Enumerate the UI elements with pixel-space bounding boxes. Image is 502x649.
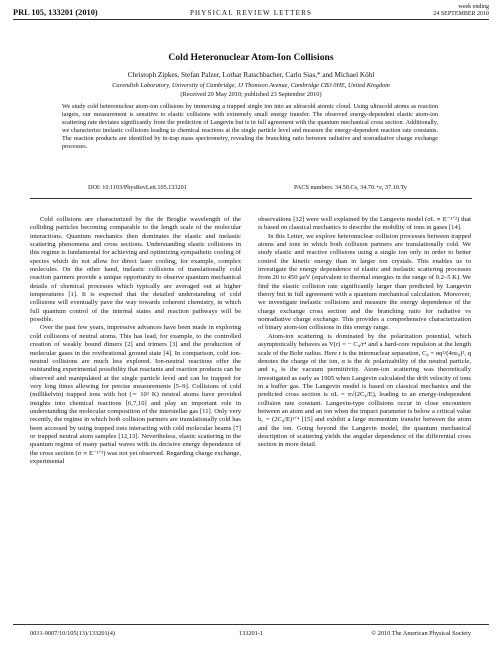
pacs-numbers: PACS numbers: 34.50.Cs, 34.70.+e, 37.10.Ty — [294, 184, 407, 191]
body-paragraph: Atom-ion scattering is dominated by the polarization potential, which asymptotically behaves as V(r) = − C₄/r⁴ and a hard-core repulsion at the length scale of the Bohr radius. Here r is the internuclear separation, C₄ = αq²/(4πε₀)², q denotes the charge of the ion, α is the dc polarizability of the neutral particle, and ε₀ is the vacuum permittivity. Atom-ion scattering was theoretically investigated as early as 1905 when Langevin calculated the drift velocity of ions in a buffer gas. The Langevin model is based on classical mechanics and the predicted cross section is σL = π√(2C₄/E), leading to an energy-independent collision rate constant. Langevin-type collisions occur in close encounters between an atom and an ion when the impact parameter is below a critical value b꜀ = (2C₄/E)¹ᐟ⁴ [15] and exhibit a large momentum transfer between the atom and the ion. Going beyond the Langevin model, the quantum mechanical description of scattering yields the angular dependence of the differential cross section in more detail. — [258, 332, 471, 449]
week-ending-label: week ending — [458, 4, 489, 10]
body-paragraph: In this Letter, we explore heteronuclear collision processes between trapped atoms and ions in which both collision partners are translationally cold. We study elastic and reactive collisions using a single ion only in order to better control the kinetic energy than in larger ion crystals. This enables us to investigate the energy dependence of elastic and inelastic scattering processes from 20 to 450 μeV (equivalent to thermal energies in the range of 0.2–5 K). We find the elastic collision rate significantly larger than predicted by Langevin theory but in full agreement with a quantum mechanical calculation. Moreover, we investigate inelastic collisions and measure the energy dependence of the charge exchange cross section and the branching ratio for radiative vs nonradiative charge exchange. This provides a comprehensive characterization of binary atom-ion collisions in this energy range. — [258, 232, 471, 332]
abstract: We study cold heteronuclear atom-ion collisions by immersing a trapped single ion into an ultracold atomic cloud. Using ultracold atoms as reaction targets, our measurement is sensitive to elastic collisions with extremely small energy transfer. The observed energy-dependent elastic atom-ion scattering rate deviates significantly from the prediction of Langevin but is in full agreement with the quantum mechanical cross section. Additionally, we characterize inelastic collisions leading to chemical reactions at the single particle level and measure the energy-dependent reaction rate constants. The reaction products are identified by in-trap mass spectrometry, revealing the branching ratio between radiative and nonradiative charge exchange processes. — [62, 103, 438, 150]
copyright: © 2010 The American Physical Society — [371, 630, 471, 637]
journal-reference: PRL 105, 133201 (2010) — [13, 8, 98, 17]
issue-date: 24 SEPTEMBER 2010 — [433, 11, 489, 17]
author-list: Christoph Zipkes, Stefan Palzer, Lothar Ratschbacher, Carlo Sias,* and Michael Köhl — [127, 71, 375, 79]
page-number: 133201-1 — [238, 630, 264, 637]
affiliation: Cavendish Laboratory, University of Cambridge, JJ Thomson Avenue, Cambridge CB3 0HE, United Kingdom — [112, 82, 390, 89]
header-rule — [13, 19, 489, 20]
right-column — [258, 216, 471, 450]
body-paragraph: Over the past few years, impressive advances have been made in exploring cold collisions of neutral atoms. This has lead, for example, to the controlled creation of weakly bound dimers [2] and trimers [3] and the production of molecular gases in the rovibrational ground state [4]. In comparison, cold ion-neutral collisions are much less explored. Ion-neutral reactions offer the outstanding experimental possibility that reactants and reaction products can be observed and manipulated at the single particle level and can be trapped for very long times allowing for precise measurements [5–9]. Collisions of cold (millikelvin) trapped ions with hot (∼ 10² K) neutral atoms have provided insights into chemical reactions [6,7,10] and play an important role in understanding the molecular composition of the interstellar gas [11]. Only very recently, the regime in which both collision partners are translationally cold has been accessed by using trapped ions interacting with cold molecular beams [7] or trapped neutral atom samples [12,13]. Nevertheless, elastic scattering in the quantum regime of many partial waves with its decisive energy dependence of the cross section (σ ∝ E⁻¹ᐟ³) was not yet observed. Regarding charge exchange, experimental — [30, 324, 241, 465]
abstract-rule — [30, 198, 472, 199]
article-title: Cold Heteronuclear Atom-Ion Collisions — [168, 52, 334, 63]
journal-name: PHYSICAL REVIEW LETTERS — [189, 9, 313, 17]
body-paragraph: Cold collisions are characterized by the de Broglie wavelength of the colliding particles becoming comparable to the length scale of the molecular interactions. Quantum mechanics then dominates the elastic and inelastic scattering phenomena and cross sections. Understanding elastic collisions in this regime is fundamental for achieving and optimizing sympathetic cooling of species which do not allow for direct laser cooling, for example, complex molecules. On the other hand, inelastic collisions of translationally cold reaction partners provide a unique opportunity to observe quantum mechanical details of chemical processes which typically are averaged out at higher temperatures [1]. It is expected that the detailed understanding of cold collisions will eventually pave the way towards coherent chemistry, in which full quantum control of the internal states and reaction pathways will be possible. — [30, 216, 241, 324]
body-paragraph: observations [12] were well explained by the Langevin model (σL ∝ E⁻¹ᐟ²) that is based on classical mechanics to describe the mobility of ions in gases [14]. — [258, 216, 471, 232]
issn-code: 0031-9007/10/105(13)/133201(4) — [30, 630, 115, 637]
footer-rule — [13, 624, 489, 625]
received-dates: (Received 20 May 2010; published 23 September 2010) — [180, 91, 322, 98]
left-column — [30, 216, 241, 466]
week-ending — [433, 4, 489, 18]
doi-link[interactable]: DOI: 10.1103/PhysRevLett.105.133201 — [88, 184, 187, 191]
